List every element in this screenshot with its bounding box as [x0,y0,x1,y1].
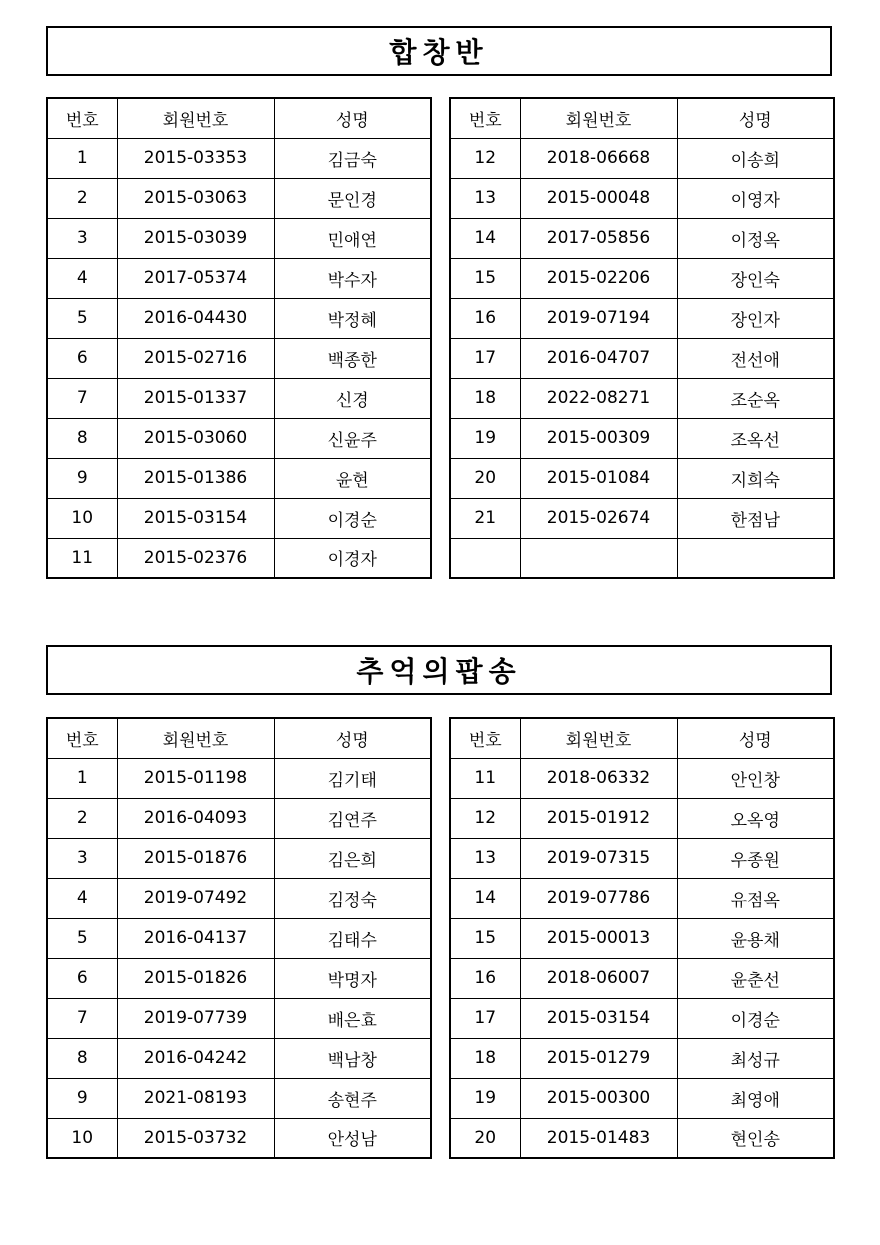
cell-name: 송현주 [274,1078,431,1118]
cell-name: 전선애 [677,338,834,378]
cell-number: 10 [47,1118,117,1158]
cell-member-id: 2017-05856 [520,218,677,258]
table-row [47,338,431,378]
cell-name: 현인송 [677,1118,834,1158]
cell-member-id: 2019-07786 [520,878,677,918]
col-header-name: 성명 [274,98,431,138]
col-header-member-id: 회원번호 [117,718,274,758]
cell-number: 13 [450,838,520,878]
col-header-member-id: 회원번호 [117,98,274,138]
cell-number: 14 [450,218,520,258]
cell-number: 6 [47,958,117,998]
cell-name: 배은효 [274,998,431,1038]
cell-name: 이경순 [274,498,431,538]
table-header-row [450,718,834,758]
cell-member-id: 2015-01084 [520,458,677,498]
cell-member-id: 2015-03353 [117,138,274,178]
table-row [47,378,431,418]
table-row [450,138,834,178]
cell-member-id: 2015-00300 [520,1078,677,1118]
cell-name: 오옥영 [677,798,834,838]
cell-name: 민애연 [274,218,431,258]
cell-number: 18 [450,1038,520,1078]
table-row [450,218,834,258]
table-row [47,998,431,1038]
table-row [47,258,431,298]
cell-number: 8 [47,1038,117,1078]
cell-member-id: 2015-02206 [520,258,677,298]
cell-member-id: 2018-06668 [520,138,677,178]
cell-number: 11 [47,538,117,578]
pop-table-right [449,717,835,1159]
cell-number: 14 [450,878,520,918]
cell-member-id: 2021-08193 [117,1078,274,1118]
cell-number: 7 [47,378,117,418]
cell-member-id: 2015-01198 [117,758,274,798]
col-header-number: 번호 [450,718,520,758]
cell-number: 12 [450,798,520,838]
table-row [47,538,431,578]
table-row [450,378,834,418]
table-header-row [450,98,834,138]
cell-number: 16 [450,958,520,998]
table-row [47,418,431,458]
cell-member-id: 2015-03154 [117,498,274,538]
cell-number: 16 [450,298,520,338]
pop-table-left [46,717,432,1159]
cell-number: 6 [47,338,117,378]
cell-name: 이영자 [677,178,834,218]
cell-name: 윤용채 [677,918,834,958]
cell-number: 20 [450,458,520,498]
cell-number: 1 [47,758,117,798]
section-title-pop-songs: 추억의팝송 [46,645,832,695]
cell-name: 지희숙 [677,458,834,498]
cell-name [677,538,834,578]
table-row [450,498,834,538]
cell-member-id: 2022-08271 [520,378,677,418]
cell-name: 최성규 [677,1038,834,1078]
col-header-number: 번호 [47,718,117,758]
col-header-member-id: 회원번호 [520,98,677,138]
table-row [47,138,431,178]
table-row [450,798,834,838]
cell-name: 김태수 [274,918,431,958]
cell-member-id: 2016-04707 [520,338,677,378]
cell-number: 15 [450,918,520,958]
cell-member-id: 2015-03063 [117,178,274,218]
cell-member-id: 2015-02376 [117,538,274,578]
table-row [47,218,431,258]
cell-member-id [520,538,677,578]
cell-number: 1 [47,138,117,178]
table-row [47,838,431,878]
cell-member-id: 2019-07739 [117,998,274,1038]
choir-table-left [46,97,432,579]
table-row [450,458,834,498]
cell-name: 윤현 [274,458,431,498]
cell-name: 조순옥 [677,378,834,418]
cell-number: 8 [47,418,117,458]
cell-name: 안인창 [677,758,834,798]
table-row [450,418,834,458]
cell-member-id: 2015-03732 [117,1118,274,1158]
cell-name: 조옥선 [677,418,834,458]
cell-name: 이경순 [677,998,834,1038]
cell-name: 김은희 [274,838,431,878]
table-row [450,178,834,218]
cell-name: 김연주 [274,798,431,838]
cell-member-id: 2016-04093 [117,798,274,838]
cell-number: 3 [47,838,117,878]
cell-member-id: 2015-00013 [520,918,677,958]
cell-member-id: 2015-03154 [520,998,677,1038]
cell-number: 15 [450,258,520,298]
cell-name: 이정옥 [677,218,834,258]
table-row [47,1078,431,1118]
table-row [47,958,431,998]
table-row [47,1118,431,1158]
cell-number: 2 [47,798,117,838]
cell-number: 12 [450,138,520,178]
col-header-member-id: 회원번호 [520,718,677,758]
cell-member-id: 2015-02674 [520,498,677,538]
table-row [450,758,834,798]
cell-member-id: 2017-05374 [117,258,274,298]
table-row [450,918,834,958]
cell-name: 유점옥 [677,878,834,918]
table-header-row [47,718,431,758]
cell-name: 백남창 [274,1038,431,1078]
cell-member-id: 2015-01279 [520,1038,677,1078]
cell-number: 21 [450,498,520,538]
cell-name: 김금숙 [274,138,431,178]
cell-number: 3 [47,218,117,258]
table-row [47,918,431,958]
col-header-number: 번호 [47,98,117,138]
cell-name: 문인경 [274,178,431,218]
table-row [47,1038,431,1078]
cell-member-id: 2016-04137 [117,918,274,958]
cell-number: 13 [450,178,520,218]
table-row [47,458,431,498]
cell-number: 5 [47,918,117,958]
cell-name: 신경 [274,378,431,418]
cell-member-id: 2015-03039 [117,218,274,258]
table-row [450,538,834,578]
cell-name: 장인자 [677,298,834,338]
cell-number: 19 [450,418,520,458]
table-row [450,1078,834,1118]
cell-number: 20 [450,1118,520,1158]
cell-name: 김기태 [274,758,431,798]
cell-name: 이송희 [677,138,834,178]
table-row [450,1118,834,1158]
col-header-number: 번호 [450,98,520,138]
table-row [47,298,431,338]
cell-member-id: 2019-07492 [117,878,274,918]
cell-name: 박수자 [274,258,431,298]
section-title-choir: 합창반 [46,26,832,76]
cell-number: 2 [47,178,117,218]
cell-member-id: 2015-00309 [520,418,677,458]
cell-number: 17 [450,338,520,378]
table-row [450,338,834,378]
cell-name: 박명자 [274,958,431,998]
table-row [450,298,834,338]
cell-member-id: 2015-01826 [117,958,274,998]
cell-name: 백종한 [274,338,431,378]
cell-member-id: 2015-02716 [117,338,274,378]
cell-name: 한점남 [677,498,834,538]
cell-number: 7 [47,998,117,1038]
cell-member-id: 2016-04242 [117,1038,274,1078]
cell-name: 장인숙 [677,258,834,298]
cell-number: 18 [450,378,520,418]
cell-member-id: 2015-01912 [520,798,677,838]
cell-member-id: 2018-06007 [520,958,677,998]
table-row [47,178,431,218]
cell-member-id: 2015-01337 [117,378,274,418]
cell-name: 안성남 [274,1118,431,1158]
choir-table-right [449,97,835,579]
cell-number: 11 [450,758,520,798]
table-row [450,258,834,298]
col-header-name: 성명 [677,98,834,138]
cell-name: 김정숙 [274,878,431,918]
cell-member-id: 2016-04430 [117,298,274,338]
cell-name: 최영애 [677,1078,834,1118]
col-header-name: 성명 [274,718,431,758]
table-row [47,758,431,798]
table-row [450,838,834,878]
col-header-name: 성명 [677,718,834,758]
table-row [450,1038,834,1078]
cell-number: 17 [450,998,520,1038]
cell-member-id: 2015-01876 [117,838,274,878]
table-row [450,958,834,998]
cell-member-id: 2019-07194 [520,298,677,338]
cell-name: 박정혜 [274,298,431,338]
cell-member-id: 2015-01483 [520,1118,677,1158]
cell-number: 19 [450,1078,520,1118]
table-row [47,498,431,538]
cell-number: 4 [47,878,117,918]
table-row [450,998,834,1038]
cell-member-id: 2019-07315 [520,838,677,878]
cell-number: 4 [47,258,117,298]
cell-member-id: 2018-06332 [520,758,677,798]
cell-member-id: 2015-01386 [117,458,274,498]
cell-name: 신윤주 [274,418,431,458]
cell-number: 9 [47,1078,117,1118]
table-row [47,798,431,838]
cell-name: 이경자 [274,538,431,578]
cell-number: 5 [47,298,117,338]
cell-name: 윤춘선 [677,958,834,998]
table-row [450,878,834,918]
cell-member-id: 2015-03060 [117,418,274,458]
cell-number [450,538,520,578]
table-row [47,878,431,918]
cell-member-id: 2015-00048 [520,178,677,218]
cell-name: 우종원 [677,838,834,878]
table-header-row [47,98,431,138]
cell-number: 10 [47,498,117,538]
cell-number: 9 [47,458,117,498]
